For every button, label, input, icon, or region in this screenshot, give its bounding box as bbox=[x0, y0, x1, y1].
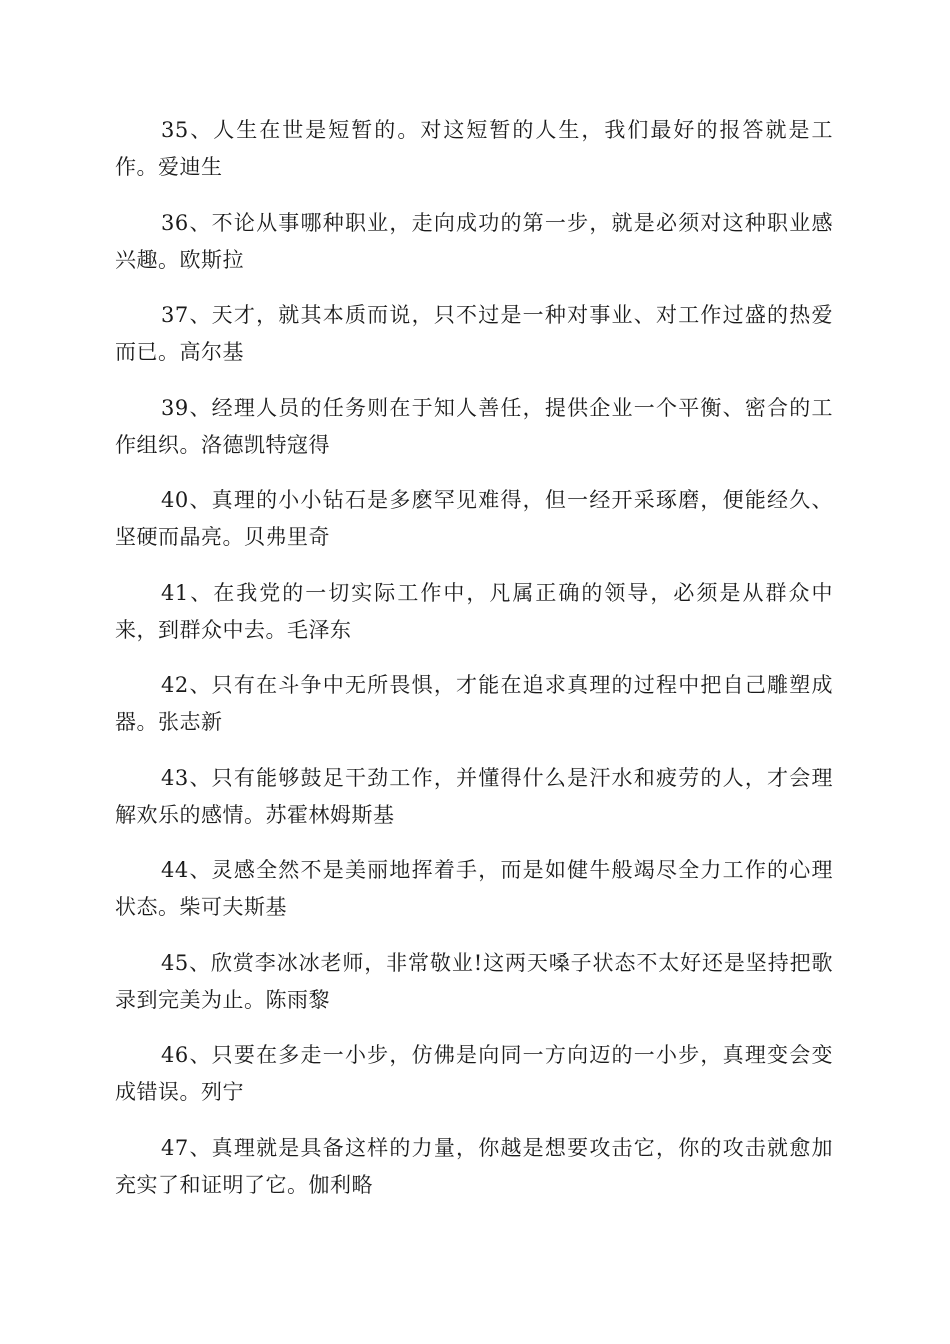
quote-paragraph: 46、只要在多走一小步，仿佛是向同一方向迈的一小步，真理变会变成错误。列宁 bbox=[115, 1043, 833, 1104]
quote-paragraph: 39、经理人员的任务则在于知人善任，提供企业一个平衡、密合的工作组织。洛德凯特寇得 bbox=[115, 395, 833, 457]
quote-paragraph: 42、只有在斗争中无所畏惧，才能在追求真理的过程中把自己雕塑成器。张志新 bbox=[115, 673, 833, 734]
quote-paragraph: 36、不论从事哪种职业，走向成功的第一步，就是必须对这种职业感兴趣。欧斯拉 bbox=[115, 210, 833, 272]
quote-paragraph: 45、欣赏李冰冰老师，非常敬业!这两天嗓子状态不太好还是坚持把歌录到完美为止。陈雨黎 bbox=[115, 950, 833, 1012]
quote-paragraph: 47、真理就是具备这样的力量，你越是想要攻击它，你的攻击就愈加充实了和证明了它。伽利略 bbox=[115, 1135, 833, 1197]
quote-list bbox=[115, 112, 833, 1222]
quote-paragraph: 40、真理的小小钻石是多麽罕见难得，但一经开采琢磨，便能经久、坚硬而晶亮。贝弗里奇 bbox=[115, 488, 833, 549]
quote-paragraph: 41、在我党的一切实际工作中，凡属正确的领导，必须是从群众中来，到群众中去。毛泽东 bbox=[115, 580, 833, 642]
quote-paragraph: 43、只有能够鼓足干劲工作，并懂得什么是汗水和疲劳的人，才会理解欢乐的感情。苏霍林姆斯基 bbox=[115, 765, 833, 827]
quote-paragraph: 35、人生在世是短暂的。对这短暂的人生，我们最好的报答就是工作。爱迪生 bbox=[115, 118, 833, 179]
quote-paragraph: 44、灵感全然不是美丽地挥着手，而是如健牛般竭尽全力工作的心理状态。柴可夫斯基 bbox=[115, 858, 833, 919]
quote-paragraph: 37、天才，就其本质而说，只不过是一种对事业、对工作过盛的热爱而已。高尔基 bbox=[115, 303, 833, 364]
